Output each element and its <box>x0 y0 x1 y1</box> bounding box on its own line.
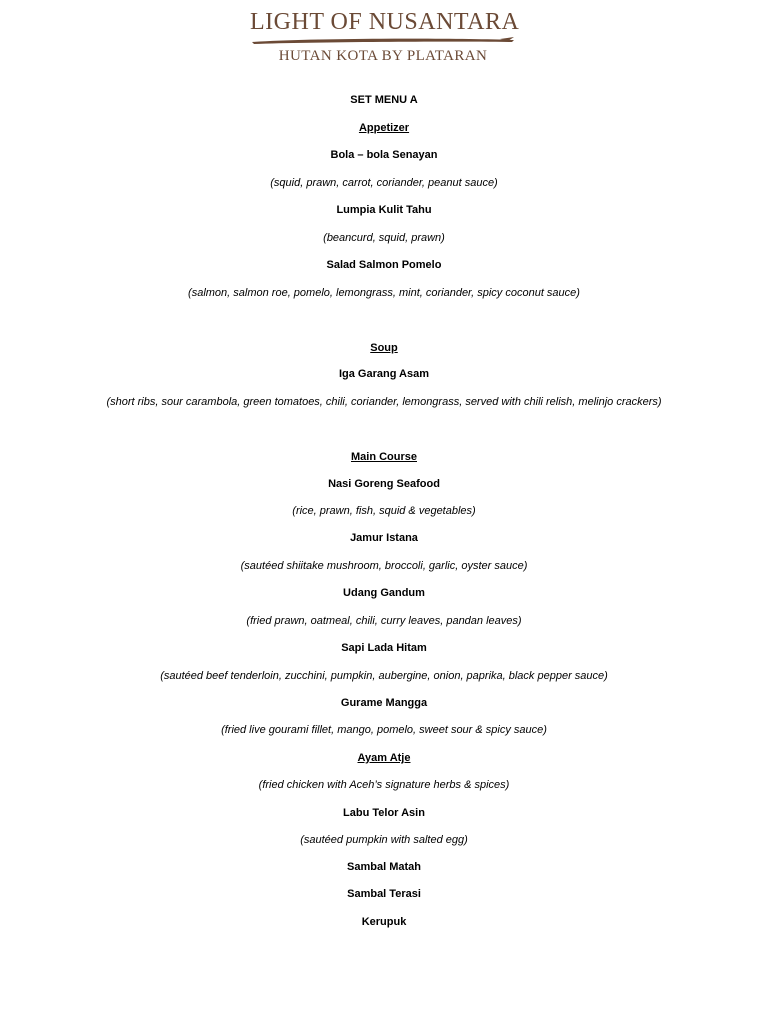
dish-name: Lumpia Kulit Tahu <box>336 204 432 216</box>
dish-name: Labu Telor Asin <box>343 807 425 819</box>
dish-name: Gurame Mangga <box>340 697 428 709</box>
restaurant-logo <box>250 6 520 66</box>
dish-description: (squid, prawn, carrot, coriander, peanut sauce) <box>270 177 498 189</box>
dish-description: (sautéed pumpkin with salted egg) <box>300 834 468 846</box>
dish-description: (sautéed shiitake mushroom, broccoli, garlic, oyster sauce) <box>240 560 528 572</box>
logo-subtitle: HUTAN KOTA BY PLATARAN <box>278 48 488 64</box>
dish-name: Ayam Atje <box>357 752 411 764</box>
set-menu-title: SET MENU A <box>350 94 418 106</box>
dish-description: (sautéed beef tenderloin, zucchini, pumpkin, aubergine, onion, paprika, black pepper sauce) <box>160 670 608 682</box>
dish-description: (rice, prawn, fish, squid & vegetables) <box>292 505 476 517</box>
dish-description: (beancurd, squid, prawn) <box>323 232 445 244</box>
section-heading-soup: Soup <box>370 342 398 354</box>
dish-description: (short ribs, sour carambola, green tomatoes, chili, coriander, lemongrass, served with chili relish, melinjo crackers) <box>106 396 662 408</box>
section-heading-appetizer: Appetizer <box>358 122 410 134</box>
dish-description: (fried prawn, oatmeal, chili, curry leaves, pandan leaves) <box>246 615 522 627</box>
dish-description: (fried chicken with Aceh’s signature herbs & spices) <box>258 779 510 791</box>
dish-name: Iga Garang Asam <box>338 368 430 380</box>
logo-title: LIGHT OF NUSANTARA <box>250 9 520 35</box>
dish-name: Sapi Lada Hitam <box>341 642 427 654</box>
dish-name: Salad Salmon Pomelo <box>326 259 442 271</box>
dish-description: (salmon, salmon roe, pomelo, lemongrass, mint, coriander, spicy coconut sauce) <box>188 287 580 299</box>
section-heading-main-course: Main Course <box>350 451 417 463</box>
dish-name: Udang Gandum <box>343 587 425 599</box>
side-item: Sambal Terasi <box>347 888 421 900</box>
logo-swoosh <box>250 36 516 46</box>
side-item: Kerupuk <box>361 916 407 928</box>
dish-description: (fried live gourami fillet, mango, pomelo, sweet sour & spicy sauce) <box>221 724 547 736</box>
dish-name: Nasi Goreng Seafood <box>328 478 440 490</box>
dish-name: Bola – bola Senayan <box>330 149 438 161</box>
side-item: Sambal Matah <box>347 861 421 873</box>
dish-name: Jamur Istana <box>350 532 418 544</box>
